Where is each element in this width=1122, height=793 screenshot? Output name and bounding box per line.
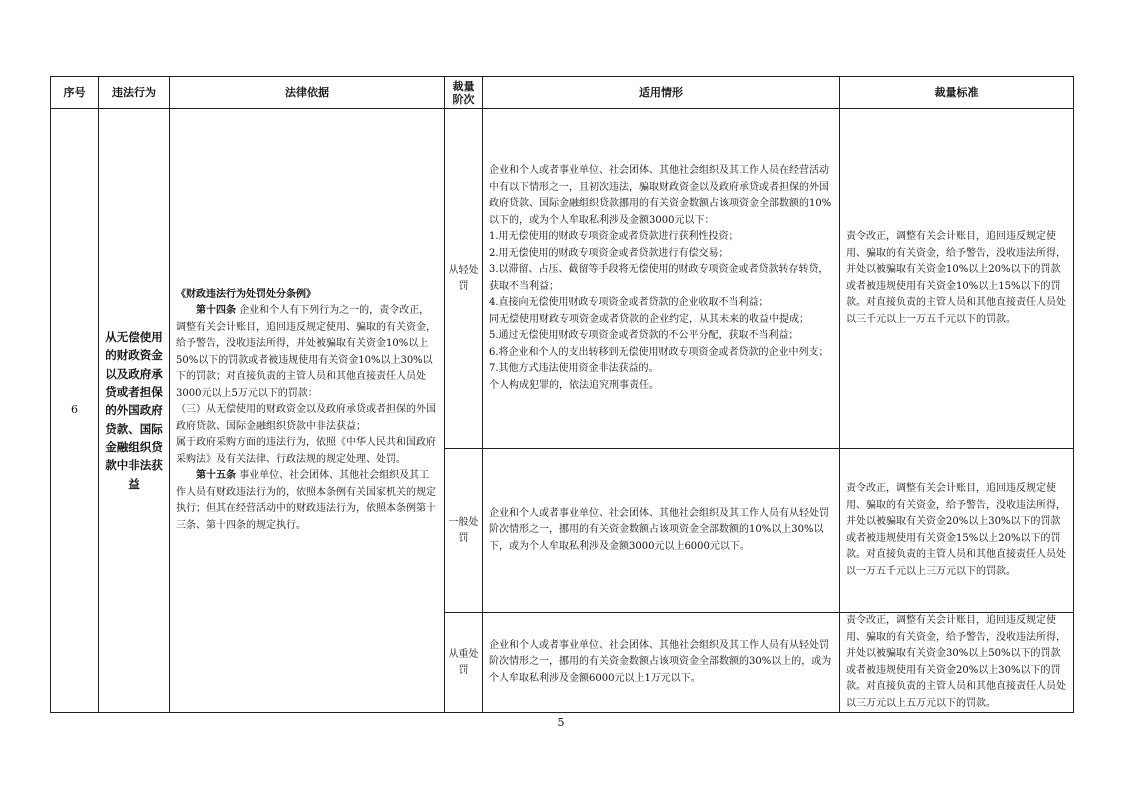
- standard-general: 责令改正，调整有关会计账目，追回违反规定使用、骗取的有关资金，给予警告，没收违法所得，并处以被骗取有关资金20%以上30%以下的罚款或者被违规使用有关资金15%以上20%以下的罚款。对直接负责的主管人员和其他直接责任人员处以一万五千元以上三万元以下的罚款。: [840, 449, 1074, 613]
- situation-line: 个人构成犯罪的，依法追究刑事责任。: [489, 379, 659, 391]
- basis-article-14: [176, 303, 438, 402]
- situation-line: 2.用无偿使用的财政专项资金或者贷款进行有偿交易；: [489, 247, 729, 259]
- article-14-text: 企业和个人有下列行为之一的，责令改正，调整有关会计账目，追回违反规定使用、骗取的有关资金，给予警告，没收违法所得，并处被骗取有关资金10%以上50%以下的罚款或者被违规使用有关资金10%以上30%以下的罚款；对直接负责的主管人员和其他直接责任人员处3000元以上5万元以下的罚款：: [176, 305, 436, 399]
- page-number: 5: [557, 716, 565, 729]
- situation-line: 7.其他方式违法使用资金非法获益的。: [489, 363, 659, 374]
- header-level: 裁量阶次: [445, 77, 483, 109]
- situation-line: 1.用无偿使用的财政专项资金或者贷款进行获利性投资；: [489, 231, 739, 242]
- penalty-table: [50, 76, 1074, 713]
- level-general: 一般处罚: [445, 449, 483, 613]
- header-standard: 裁量标准: [840, 77, 1074, 109]
- header-basis: 法律依据: [170, 77, 445, 109]
- situation-line: 5.通过无偿使用财政专项资金或者贷款的不公平分配，获取不当利益；: [489, 330, 799, 341]
- header-act: 违法行为: [99, 77, 170, 109]
- situation-line: 3.以滞留、占压、截留等手段将无偿使用的财政专项资金或者贷款转存转贷，获取不当利益；: [489, 264, 829, 292]
- standard-light: 责令改正，调整有关会计账目，追回违反规定使用、骗取的有关资金，给予警告，没收违法所得，并处以被骗取有关资金10%以上20%以下的罚款或者被违规使用有关资金10%以上15%以下的罚款。对直接负责的主管人员和其他直接责任人员处以三千元以上一万五千元以下的罚款。: [840, 109, 1074, 449]
- basis-procurement: 属于政府采购方面的违法行为，依照《中华人民共和国政府采购法》及有关法律、行政法规的规定处理、处罚。: [176, 437, 436, 465]
- situation-heavy: 企业和个人或者事业单位、社会团体、其他社会组织及其工作人员有从轻处罚阶次情形之一，挪用的有关资金数额占该项资金全部数额的30%以上的，或为个人牟取私利涉及金额6000元以上1万元以下。: [483, 613, 840, 713]
- level-heavy: 从重处罚: [445, 613, 483, 713]
- article-15-label: 第十五条: [196, 470, 236, 482]
- level-light: 从轻处罚: [445, 109, 483, 449]
- article-15-text: 事业单位、社会团体、其他社会组织及其工作人员有财政违法行为的，依照本条例有关国家机关的规定执行；但其在经营活动中的财政违法行为，依照本条例第十三条、第十四条的规定执行。: [176, 470, 436, 531]
- header-situation: 适用情形: [483, 77, 840, 109]
- header-row: [51, 77, 1074, 109]
- standard-heavy: 责令改正，调整有关会计账目，追回违反规定使用、骗取的有关资金，给予警告，没收违法所得，并处以被骗取有关资金30%以上50%以下的罚款或者被违规使用有关资金20%以上30%以下的罚款。对直接负责的主管人员和其他直接责任人员处以三万元以上五万元以下的罚款。: [840, 613, 1074, 713]
- situation-line: 企业和个人或者事业单位、社会团体、其他社会组织及其工作人员在经营活动中有以下情形之一，且初次违法，骗取财政资金以及政府承贷或者担保的外国政府贷款、国际金融组织贷款挪用的有关资金数额占该项资金全部数额的10%以下的，或为个人牟取私利涉及金额3000元以下：: [489, 165, 832, 226]
- basis-article-15: [176, 468, 438, 534]
- row-number: 6: [51, 109, 99, 713]
- situation-line: 同无偿使用财政专项资金或者贷款的企业约定，从其未来的收益中提成；: [489, 313, 809, 325]
- legal-basis: [170, 109, 445, 713]
- article-14-label: 第十四条: [196, 305, 236, 317]
- header-no: 序号: [51, 77, 99, 109]
- situation-line: 4.直接向无偿使用财政专项资金或者贷款的企业收取不当利益；: [489, 297, 769, 308]
- table-row: [51, 109, 1074, 449]
- situation-line: 6.将企业和个人的支出转移到无偿使用财政专项资金或者贷款的企业中列支；: [489, 346, 829, 358]
- basis-title: 《财政违法行为处罚处分条例》: [176, 288, 316, 300]
- situation-light: [483, 109, 840, 449]
- situation-general: 企业和个人或者事业单位、社会团体、其他社会组织及其工作人员有从轻处罚阶次情形之一，挪用的有关资金数额占该项资金全部数额的10%以上30%以下，或为个人牟取私利涉及金额3000元以上6000元以下。: [483, 449, 840, 613]
- basis-item-3: （三）从无偿使用的财政资金以及政府承贷或者担保的外国政府贷款、国际金融组织贷款中非法获益；: [176, 404, 436, 432]
- violation-act: 从无偿使用的财政资金以及政府承贷或者担保的外国政府贷款、国际金融组织贷款中非法获益: [99, 109, 170, 713]
